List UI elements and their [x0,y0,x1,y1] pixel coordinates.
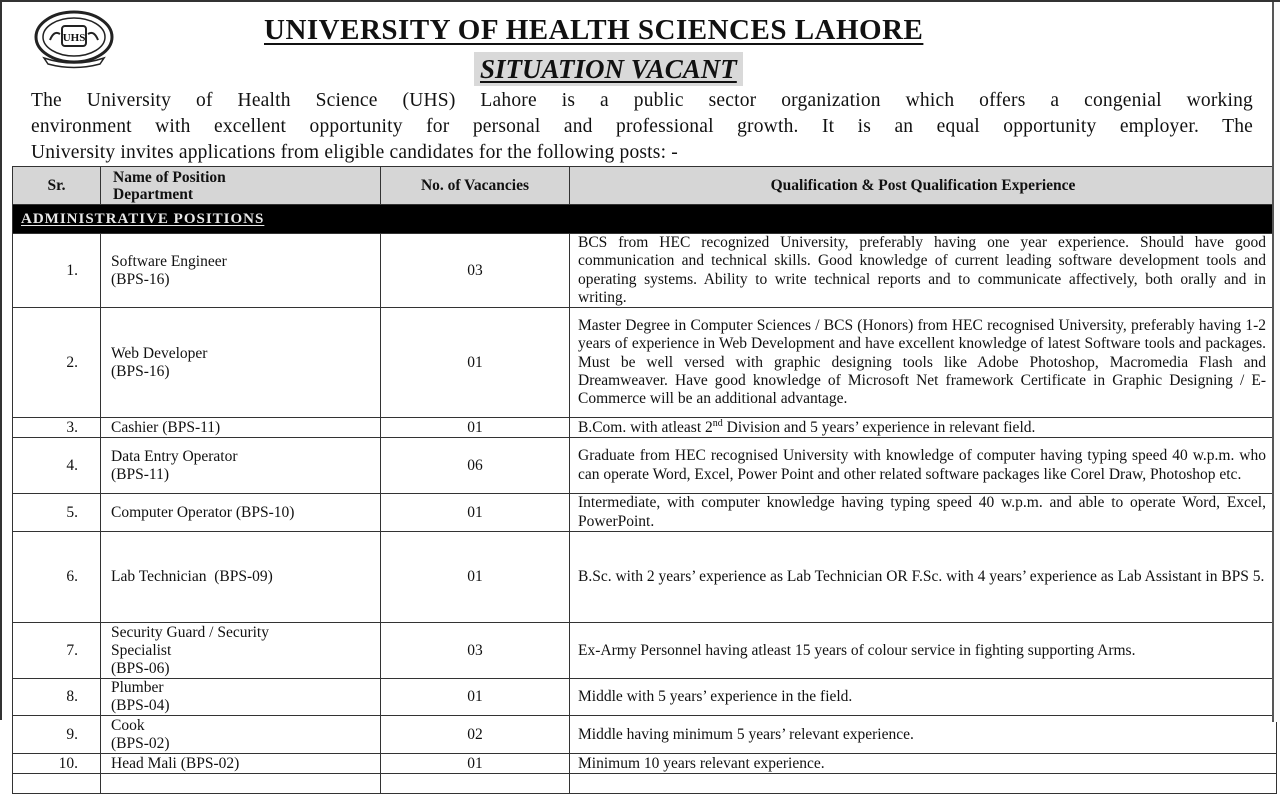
cell-qualification: BCS from HEC recognized University, preferably having one year experience. Should have good communication and technical skills. Good knowledge of current leading software development tools and operating systems. Ability to write technical reports and to communicate affectively, both orally and in writing. [570,234,1277,308]
cell-qualification: B.Com. with atleast 2nd Division and 5 years’ experience in relevant field. [570,418,1277,438]
table-header-row [13,167,1277,205]
cell-vacancies: 01 [381,308,570,418]
cell-sr: 8. [13,679,101,716]
svg-text:UHS: UHS [62,32,86,44]
section-row [13,205,1277,234]
intro-line: University invites applications from eligible candidates for the following posts: - [31,142,678,163]
intro-paragraph [31,88,1253,166]
cell-qualification: Middle having minimum 5 years’ relevant experience. [570,716,1277,754]
cell-qualification: Intermediate, with computer knowledge having typing speed 40 w.p.m. and able to operate Word, Excel, PowerPoint. [570,494,1277,532]
cell-vacancies: 03 [381,623,570,679]
table-row [13,234,1277,308]
header-name-line: Department [113,185,194,203]
cell-position: Data Entry Operator (BPS-11) [101,438,381,494]
intro-line: environment with excellent opportunity for personal and professional growth. It is an equal opportunity employer. The [31,116,1253,137]
cell-sr: 3. [13,418,101,438]
cell-vacancies: 01 [381,532,570,623]
table-row [13,754,1277,774]
cell-position: Cook (BPS-02) [101,716,381,754]
cell-qualification: B.Sc. with 2 years’ experience as Lab Technician OR F.Sc. with 4 years’ experience as Lab Assistant in BPS 5. [570,532,1277,623]
table-row-cut-off [13,774,1277,794]
header-position-name [101,167,381,205]
vacancies-table [12,166,1277,794]
cell-position: Plumber (BPS-04) [101,679,381,716]
cell-sr: 10. [13,754,101,774]
cell-sr: 9. [13,716,101,754]
table-row [13,418,1277,438]
cell-vacancies: 02 [381,716,570,754]
header-qualification: Qualification & Post Qualification Experience [570,167,1277,205]
cell-sr: 4. [13,438,101,494]
cell-position: Software Engineer (BPS-16) [101,234,381,308]
cell-sr: 7. [13,623,101,679]
page-edge-divider [1272,2,1280,722]
cell-vacancies: 06 [381,438,570,494]
cell-position: Security Guard / Security Specialist (BPS-06) [101,623,381,679]
cell-position: Cashier (BPS-11) [101,418,381,438]
cell-vacancies [381,774,570,794]
cell-sr [13,774,101,794]
uhs-logo-icon [30,8,118,68]
cell-sr: 1. [13,234,101,308]
cell-position: Web Developer (BPS-16) [101,308,381,418]
table-row [13,679,1277,716]
section-title: ADMINISTRATIVE POSITIONS [13,205,1277,234]
cell-vacancies: 01 [381,754,570,774]
cell-vacancies: 03 [381,234,570,308]
cell-sr: 6. [13,532,101,623]
cell-qualification: Ex-Army Personnel having atleast 15 years of colour service in fighting supporting Arms. [570,623,1277,679]
table-row [13,716,1277,754]
page-subtitle: SITUATION VACANT [474,52,743,86]
cell-position: Lab Technician (BPS-09) [101,532,381,623]
cell-vacancies: 01 [381,494,570,532]
intro-line: The University of Health Science (UHS) Lahore is a public sector organization which offers a congenial working [31,90,1253,111]
cell-sr: 5. [13,494,101,532]
cell-vacancies: 01 [381,679,570,716]
cell-vacancies: 01 [381,418,570,438]
cell-qualification: Middle with 5 years’ experience in the field. [570,679,1277,716]
table-row [13,623,1277,679]
cell-qualification: Master Degree in Computer Sciences / BCS (Honors) from HEC recognised University, preferably having 1-2 years of experience in Web Development and have excellent knowledge of latest Software tools and packages. Must be well versed with graphic designing tools like Adobe Photoshop, Macromedia Flash and Dreamweaver. Have good knowledge of Microsoft Net framework Certificate in Graphic Designing / E-Commerce will be an additional advantage. [570,308,1277,418]
table-row [13,438,1277,494]
cell-position: Head Mali (BPS-02) [101,754,381,774]
page-title: UNIVERSITY OF HEALTH SCIENCES LAHORE [264,14,924,46]
header-name-line: Name of Position [113,168,226,186]
table-row [13,308,1277,418]
cell-position [101,774,381,794]
cell-qualification [570,774,1277,794]
cell-qualification: Minimum 10 years relevant experience. [570,754,1277,774]
table-row [13,494,1277,532]
cell-qualification: Graduate from HEC recognised University with knowledge of computer having typing speed 40 w.p.m. who can operate Word, Excel, Power Point and other related software packages like Corel Draw, Photoshop etc. [570,438,1277,494]
header-vacancies: No. of Vacancies [381,167,570,205]
cell-position: Computer Operator (BPS-10) [101,494,381,532]
table-row [13,532,1277,623]
header-sr: Sr. [13,167,101,205]
cell-sr: 2. [13,308,101,418]
